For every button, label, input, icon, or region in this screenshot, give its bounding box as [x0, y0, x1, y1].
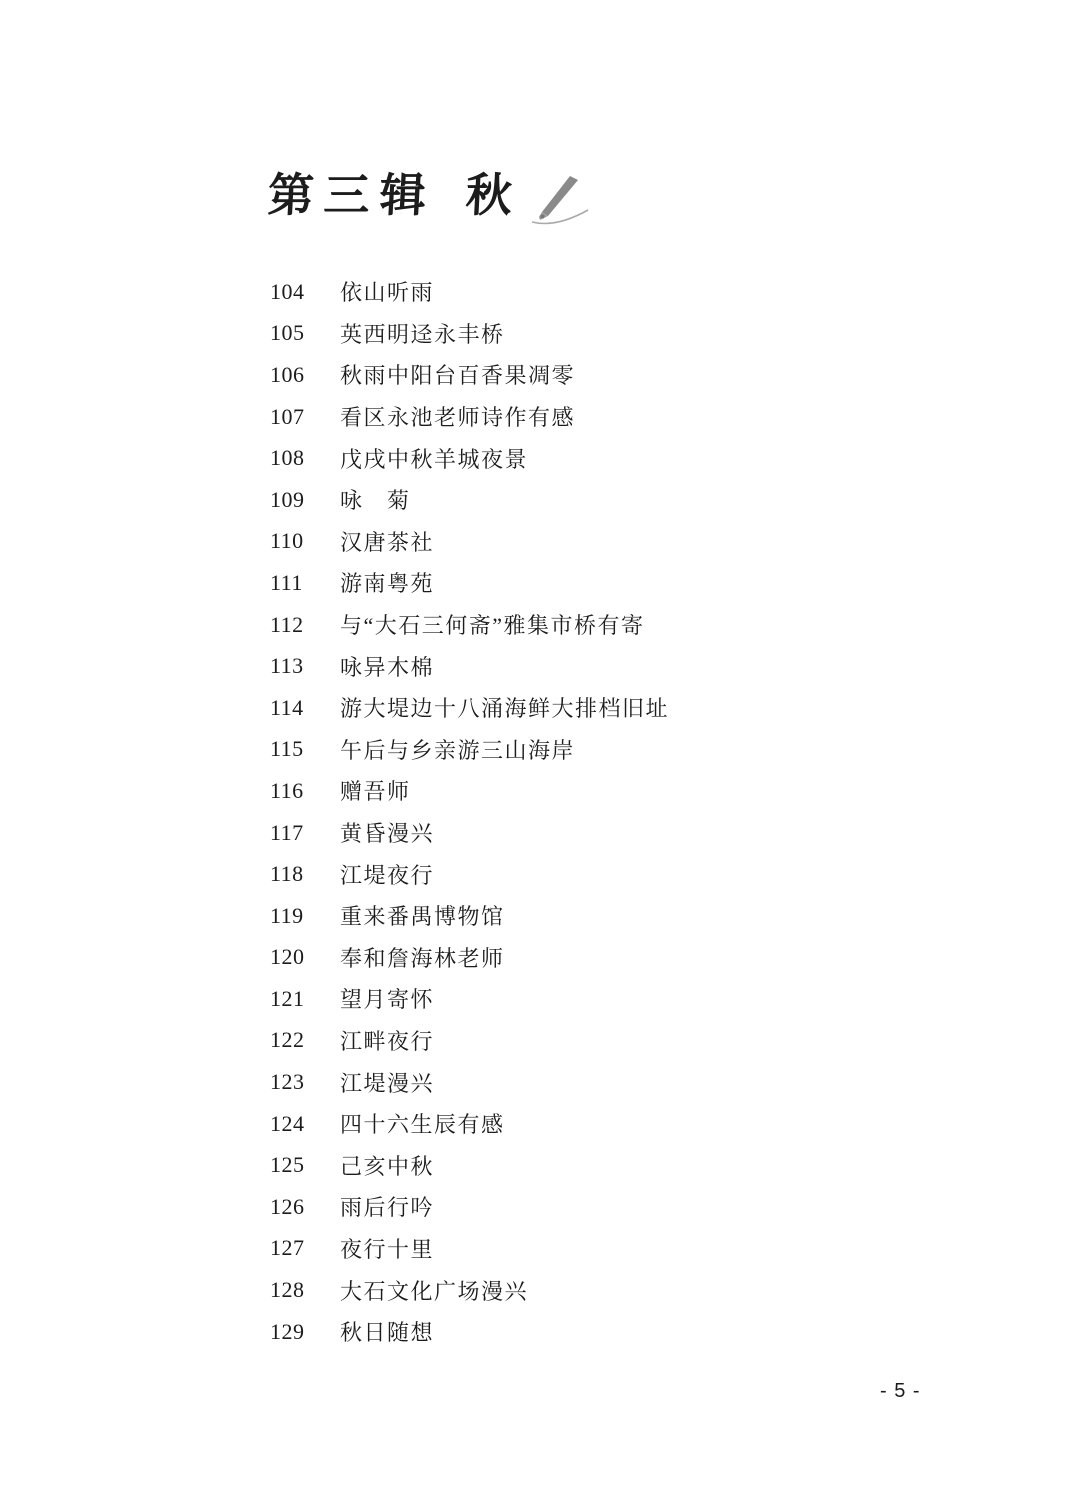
toc-title: 秋日随想: [340, 1320, 435, 1346]
toc-title: 咏异木棉: [340, 654, 435, 680]
toc-title: 看区永池老师诗作有感: [340, 405, 576, 431]
toc-entry: [270, 437, 669, 479]
toc-page-number: 104: [270, 278, 305, 304]
toc-entry: [270, 770, 669, 812]
toc-title: 游南粤苑: [340, 571, 435, 597]
toc-page-number: 126: [270, 1193, 305, 1219]
toc-entry: [270, 895, 669, 937]
page-number: - 5 -: [880, 1380, 921, 1402]
quill-pen-icon: [528, 170, 592, 228]
toc-entry: [270, 729, 669, 771]
toc-list: [270, 271, 669, 1352]
toc-page-number: 107: [270, 403, 305, 429]
toc-page-number: 123: [270, 1069, 305, 1095]
toc-page-number: 120: [270, 944, 305, 970]
toc-page-number: 112: [270, 611, 304, 637]
toc-title: 与“大石三何斋”雅集市桥有寄: [340, 613, 645, 639]
toc-title: 赠吾师: [340, 779, 411, 805]
toc-page-number: 121: [270, 985, 305, 1011]
section-season: 秋: [464, 170, 514, 221]
toc-entry: [270, 521, 669, 563]
toc-entry: [270, 1269, 669, 1311]
toc-entry: [270, 604, 669, 646]
toc-title: 黄昏漫兴: [340, 821, 435, 847]
toc-page-number: 119: [270, 902, 304, 928]
toc-page-number: 114: [270, 694, 304, 720]
toc-entry: [270, 313, 669, 355]
toc-title: 重来番禺博物馆: [340, 904, 505, 930]
toc-entry: [270, 1061, 669, 1103]
toc-title: 午后与乡亲游三山海岸: [340, 737, 576, 763]
toc-page-number: 127: [270, 1235, 305, 1261]
toc-entry: [270, 354, 669, 396]
toc-title: 雨后行吟: [340, 1195, 435, 1221]
toc-entry: [270, 978, 669, 1020]
toc-page-number: 122: [270, 1027, 305, 1053]
toc-page-number: 117: [270, 819, 304, 845]
section-title: 第三辑: [266, 170, 438, 221]
toc-page-number: 116: [270, 777, 304, 803]
toc-entry: [270, 812, 669, 854]
toc-title: 江畔夜行: [340, 1028, 435, 1054]
toc-entry: [270, 1103, 669, 1145]
toc-page-number: 118: [270, 861, 304, 887]
section-header: [268, 156, 592, 228]
toc-page-number: 109: [270, 486, 305, 512]
toc-entry: [270, 687, 669, 729]
toc-page-number: 110: [270, 528, 304, 554]
toc-title: 望月寄怀: [340, 987, 435, 1013]
toc-page-number: 111: [270, 569, 303, 595]
toc-entry: [270, 937, 669, 979]
toc-title: 己亥中秋: [340, 1153, 435, 1179]
toc-entry: [270, 1144, 669, 1186]
toc-page-number: 113: [270, 653, 304, 679]
toc-title: 汉唐茶社: [340, 529, 435, 555]
toc-title: 游大堤边十八涌海鲜大排档旧址: [340, 696, 670, 722]
toc-page-number: 106: [270, 361, 305, 387]
toc-title: 咏 菊: [340, 488, 411, 514]
toc-page-number: 125: [270, 1152, 305, 1178]
toc-page-number: 128: [270, 1277, 305, 1303]
toc-entry: [270, 645, 669, 687]
toc-entry: [270, 271, 669, 313]
toc-entry: [270, 479, 669, 521]
toc-entry: [270, 562, 669, 604]
toc-entry: [270, 1228, 669, 1270]
toc-title: 戊戌中秋羊城夜景: [340, 446, 529, 472]
toc-title: 秋雨中阳台百香果凋零: [340, 363, 576, 389]
toc-page-number: 115: [270, 736, 304, 762]
toc-entry: [270, 853, 669, 895]
toc-entry: [270, 396, 669, 438]
toc-entry: [270, 1186, 669, 1228]
page-footer: [880, 1380, 921, 1403]
toc-page-number: 124: [270, 1110, 305, 1136]
toc-title: 大石文化广场漫兴: [340, 1278, 529, 1304]
toc-page-number: 108: [270, 445, 305, 471]
toc-page-number: 129: [270, 1318, 305, 1344]
toc-title: 依山听雨: [340, 280, 435, 306]
toc-entry: [270, 1020, 669, 1062]
toc-page-number: 105: [270, 320, 305, 346]
toc-title: 四十六生辰有感: [340, 1112, 505, 1138]
toc-title: 奉和詹海林老师: [340, 945, 505, 971]
toc-title: 江堤夜行: [340, 862, 435, 888]
toc-title: 夜行十里: [340, 1236, 435, 1262]
toc-entry: [270, 1311, 669, 1353]
toc-title: 江堤漫兴: [340, 1070, 435, 1096]
toc-title: 英西明迳永丰桥: [340, 321, 505, 347]
